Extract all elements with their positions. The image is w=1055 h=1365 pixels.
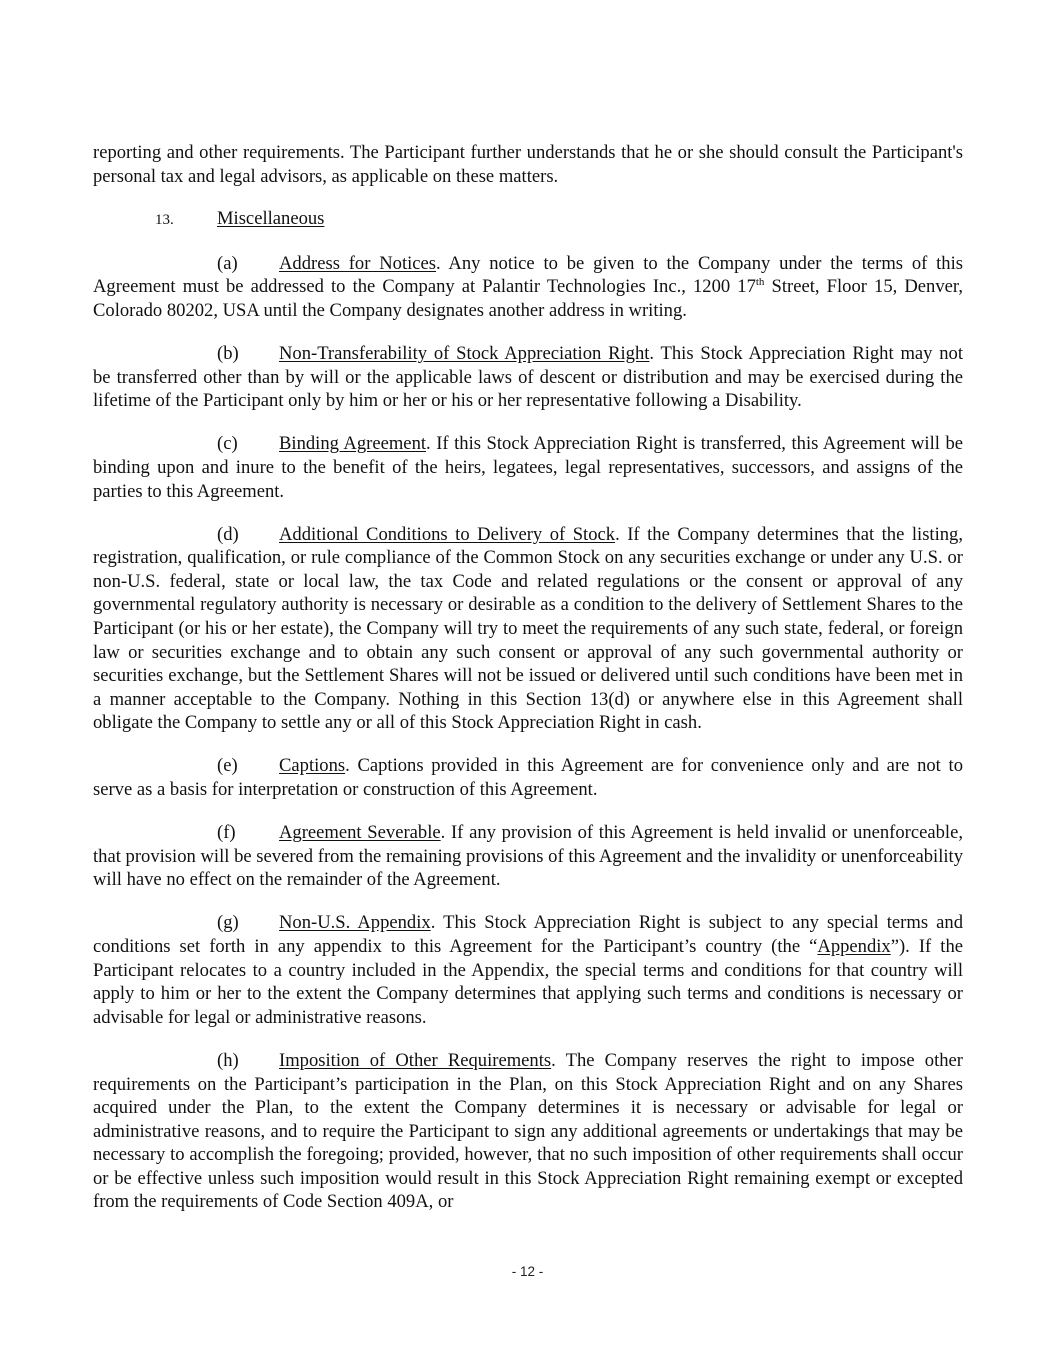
- clause-title: Captions: [279, 755, 346, 777]
- clause-c: [93, 432, 963, 503]
- clause-text: . Captions provided in this Agreement are for convenience only and are not to serve as a basis for interpretation or construction of this Agreement.: [93, 755, 963, 801]
- clause-g: [93, 911, 963, 1029]
- page-number: - 12 -: [511, 1264, 544, 1279]
- clause-a: [93, 252, 963, 323]
- clause-title: Non-U.S. Appendix: [279, 912, 431, 934]
- section-heading: [93, 207, 963, 233]
- clause-text: . If this Stock Appreciation Right is transferred, this Agreement will be binding upon and inure to the benefit of the heirs, legatees, legal representatives, successors, and assigns of the parties to this Agreement.: [93, 433, 963, 502]
- clause-title: Non-Transferability of Stock Appreciation Right: [279, 343, 650, 365]
- clause-f: [93, 821, 963, 892]
- section-number: 13.: [155, 212, 174, 229]
- clause-title: Additional Conditions to Delivery of Stock: [279, 523, 616, 545]
- clause-label: (e): [217, 755, 238, 777]
- clause-title: Agreement Severable: [279, 822, 441, 844]
- clause-title: Address for Notices: [279, 252, 437, 274]
- clause-title: Imposition of Other Requirements: [279, 1049, 552, 1071]
- clause-label: (d): [217, 523, 239, 545]
- clause-h: [93, 1049, 963, 1214]
- clause-text: . The Company reserves the right to impose other requirements on the Participant’s participation in the Plan, on this Stock Appreciation Right and on any Shares acquired under the Plan, to the extent the Company determines it is necessary or advisable for legal or administrative reasons, and to require the Participant to sign any additional agreements or undertakings that may be necessary to accomplish the foregoing; provided, however, that no such imposition of other requirements shall occur or be effective unless such imposition would result in this Stock Appreciation Right remaining exempt or excepted from the requirements of Code Section 409A, or: [93, 1049, 963, 1213]
- clause-e: [93, 754, 963, 801]
- clause-text-continued: ”). If the Participant relocates to a country included in the Appendix, the special terms and conditions for that country will apply to him or her to the extent the Company determines that applying such terms and conditions is necessary or advisable for legal or administrative reasons.: [93, 936, 963, 1028]
- clause-title: Binding Agreement: [279, 433, 427, 455]
- clause-label: (h): [217, 1049, 239, 1071]
- intro-paragraph: reporting and other requirements. The Participant further understands that he or she should consult the Participant's personal tax and legal advisors, as applicable on these matters.: [93, 142, 963, 187]
- clause-label: (a): [217, 252, 238, 274]
- clause-d: [93, 523, 963, 735]
- document-body: [93, 141, 963, 1234]
- clause-text: . If any provision of this Agreement is held invalid or unenforceable, that provision will be severed from the remaining provisions of this Agreement and the invalidity or unenforceability will have no effect on the remainder of the Agreement.: [93, 822, 963, 891]
- clause-label: (b): [217, 343, 239, 365]
- clause-text: . This Stock Appreciation Right is subject to any special terms and conditions set forth in any appendix to this Agreement for the Participant’s country (the “: [93, 912, 963, 958]
- clause-label: (c): [217, 433, 238, 455]
- ordinal-superscript: th: [755, 276, 765, 289]
- section-title: Miscellaneous: [217, 208, 325, 230]
- clause-b: [93, 342, 963, 413]
- clause-text: . If the Company determines that the listing, registration, qualification, or rule compliance of the Common Stock on any securities exchange or under any U.S. or non-U.S. federal, state or local law, the tax Code and related regulations or the consent or approval of any governmental regulatory authority is necessary or desirable as a condition to the delivery of Settlement Shares to the Participant (or his or her estate), the Company will try to meet the requirements of any such state, federal, or foreign law or securities exchange and to obtain any such consent or approval of any such governmental authority or securities exchange, but the Settlement Shares will not be issued or delivered until such conditions have been met in a manner acceptable to the Company. Nothing in this Section 13(d) or anywhere else in this Agreement shall obligate the Company to settle any or all of this Stock Appreciation Right in cash.: [93, 523, 964, 734]
- defined-term: Appendix: [817, 936, 891, 958]
- clause-text-continued: Street, Floor 15, Denver, Colorado 80202, USA until the Company designates another address in writing.: [93, 276, 963, 321]
- clause-label: (g): [217, 912, 239, 934]
- clause-label: (f): [217, 822, 236, 844]
- clause-text: . Any notice to be given to the Company under the terms of this Agreement must be addressed to the Company at Palantir Technologies Inc., 1200 17: [93, 252, 963, 298]
- clause-text: . This Stock Appreciation Right may not be transferred other than by will or the applicable laws of descent or distribution and may be exercised during the lifetime of the Participant only by him or her or his or her representative following a Disability.: [93, 343, 963, 412]
